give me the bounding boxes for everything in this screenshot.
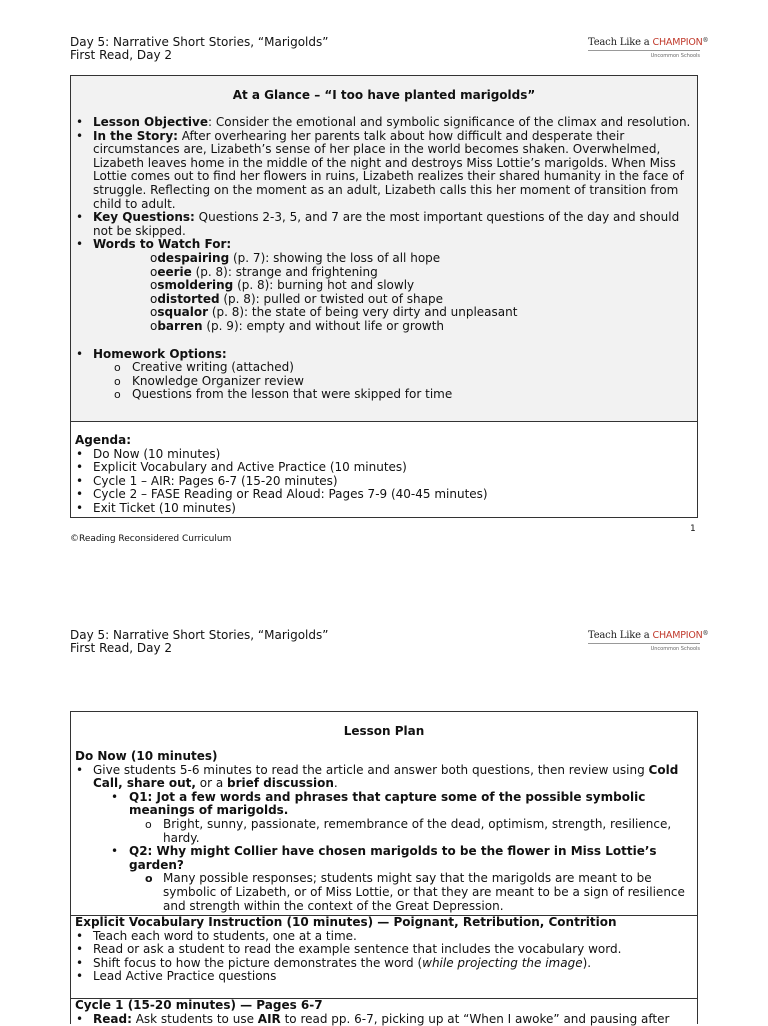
agenda-item: • Exit Ticket (10 minutes)	[75, 502, 693, 516]
homework-item: o Knowledge Organizer review	[114, 373, 304, 388]
do-now-instruction: • Give students 5-6 minutes to read the article and answer both questions, then review using Cold Call, share out, or a brief discussion.	[75, 764, 693, 791]
vocab-step: • Teach each word to students, one at a time.	[75, 930, 693, 944]
vocab-word: obarren (p. 9): empty and without life or growth	[150, 318, 445, 333]
do-now-question: • Q1: Jot a few words and phrases that capture some of the possible symbolic meanings of marigolds.	[111, 789, 646, 818]
agenda-item: • Cycle 2 – FASE Reading or Read Aloud: Pages 7-9 (40-45 minutes)	[75, 488, 693, 502]
vocab-word: odespairing (p. 7): showing the loss of all hope	[150, 250, 441, 265]
homework-options: • Homework Options:	[75, 348, 693, 362]
agenda-item: • Explicit Vocabulary and Active Practice (10 minutes)	[75, 461, 693, 475]
words-to-watch: • Words to Watch For:	[75, 238, 693, 252]
vocab-word: oeerie (p. 8): strange and frightening	[150, 264, 378, 279]
vocab-word: osmoldering (p. 8): burning hot and slowly	[150, 278, 415, 293]
homework-item: o Creative writing (attached)	[114, 360, 294, 375]
do-now-section	[71, 712, 697, 916]
vocab-heading: Explicit Vocabulary Instruction (10 minutes) — Poignant, Retribution, Contrition	[75, 915, 617, 929]
key-questions: • Key Questions: Questions 2-3, 5, and 7 are the most important questions of the day and should not be skipped.	[75, 211, 693, 238]
vocab-word: osqualor (p. 8): the state of being very dirty and unpleasant	[150, 305, 518, 320]
vocab-section	[71, 916, 697, 999]
teach-like-a-champion-logo: Teach Like a CHAMPION® Uncommon Schools	[588, 37, 709, 59]
agenda-label: Agenda:	[75, 433, 132, 447]
vocab-word: odistorted (p. 8): pulled or twisted out of shape	[150, 291, 443, 306]
lesson-objective: • Lesson Objective: Consider the emotional and symbolic significance of the climax and resolution.	[75, 116, 693, 130]
header-title: Day 5: Narrative Short Stories, “Marigolds”	[70, 35, 329, 49]
header-subtitle: First Read, Day 2	[70, 641, 172, 655]
do-now-heading: Do Now (10 minutes)	[75, 749, 218, 763]
page-header	[70, 36, 328, 62]
vocab-step: • Lead Active Practice questions	[75, 970, 693, 984]
cycle1-heading: Cycle 1 (15-20 minutes) — Pages 6-7	[75, 998, 323, 1012]
teach-like-a-champion-logo: Teach Like a CHAMPION® Uncommon Schools	[588, 630, 709, 652]
vocab-step: • Read or ask a student to read the example sentence that includes the vocabulary word.	[75, 943, 693, 957]
do-now-answer: o Many possible responses; students might say that the marigolds are meant to be symbolic of Lizabeth, or of Miss Lottie, or that they are meant to be a sign of resilience and strength within the context of the Great Depression.	[145, 871, 685, 913]
agenda-item: • Do Now (10 minutes)	[75, 448, 693, 462]
header-title: Day 5: Narrative Short Stories, “Marigolds”	[70, 628, 329, 642]
lesson-plan-title: Lesson Plan	[343, 724, 425, 738]
homework-item: o Questions from the lesson that were skipped for time	[114, 387, 453, 402]
do-now-question: • Q2: Why might Collier have chosen marigolds to be the flower in Miss Lottie’s garden?	[111, 844, 657, 872]
cycle1-step: • Read: Ask students to use AIR to read pp. 6-7, picking up at “When I awoke” and pausing after	[75, 1013, 693, 1026]
header-subtitle: First Read, Day 2	[70, 48, 172, 62]
vocab-step: • Shift focus to how the picture demonstrates the word (while projecting the image).	[75, 957, 693, 971]
in-the-story: • In the Story: After overhearing her parents talk about how difficult and desperate their circumstances are, Lizabeth’s sense of her place in the world becomes shaken. Overwhelmed, Lizabeth leaves home in the middle of the night and destroys Miss Lottie’s marigolds. When Miss Lottie comes out to find her flowers in ruins, Lizabeth realizes their shared humanity in the face of struggle. Reflecting on the moment as an adult, Lizabeth calls this her moment of transition from child to adult.	[75, 130, 693, 212]
do-now-answer: o Bright, sunny, passionate, remembrance of the dead, optimism, strength, resilience, hardy.	[145, 816, 672, 845]
glance-title: At a Glance – “I too have planted marigolds”	[232, 88, 536, 102]
agenda-box	[70, 421, 698, 518]
page-number: 1	[690, 524, 696, 534]
page-header	[70, 629, 328, 655]
lesson-plan-box	[70, 711, 698, 1024]
cycle1-section	[71, 999, 697, 1026]
at-a-glance-box	[70, 75, 698, 422]
agenda-item: • Cycle 1 – AIR: Pages 6-7 (15-20 minutes)	[75, 475, 693, 489]
copyright-footer: ©Reading Reconsidered Curriculum	[70, 534, 232, 544]
